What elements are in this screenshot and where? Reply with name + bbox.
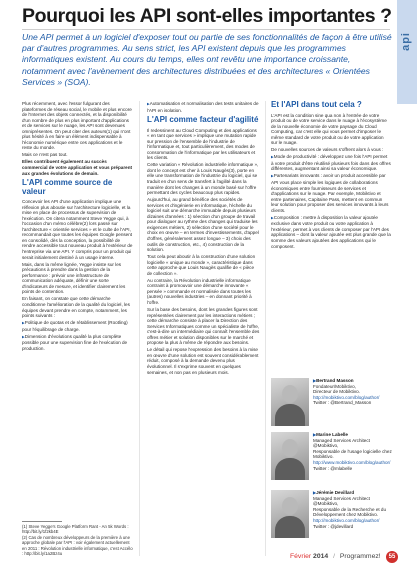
paragraph-strong: Elles contribuent également au succès commercial de votre application et vous préparent aux grandes évolutions de demain. <box>22 159 133 176</box>
author-twitter[interactable]: Twitter : @Bertrand_Masson <box>313 400 372 406</box>
paragraph: Aujourd'hui, au grand bénéfice des sociétés de services et d'ingénierie en informatique, l'échelle du logiciel suit une démarche immuable depuis plusieurs dizaines d'années : 1) séection d'un groupe de travail pour dialoguer au rythme des changes qui traduise les exigences métiers, 2) sélection d'une société pour le choix en œuvre – en termes d'investissements, d'appel d'offres, généralement assez longue – 3) choix des outils de construction, etc., 4) construction de la solution. <box>147 197 259 253</box>
footer-year: 2014 <box>313 553 329 560</box>
section-heading: L'API comme facteur d'agilité <box>147 115 259 125</box>
author-role: Responsable de la Recherche et du Développement chez Mobiktivo. <box>313 506 387 518</box>
footnote: (1) Steve Yegge's Google Platform Rant - An 5k Words : http://bit.ly/1f2kb4E <box>22 524 129 535</box>
footnotes <box>22 521 133 556</box>
bullet-item: ▶ Composition : mettre à disposition la valeur ajoutée exclusive dans votre produit ou votre application à l'extérieur, permet à vos clients de composer par l'API des applications – dont la valeur ajoutée est plus grande que la somme des valeurs ajoutées des applications qui le composent. <box>271 215 391 249</box>
bullet-item: ▶ Politique de quotas et de rétablissement (Rootling) pour l'équilibrage de charge. <box>22 320 133 332</box>
author-bio <box>271 432 395 484</box>
column-2 <box>147 101 260 377</box>
paragraph: Mais ce n'est pas tout. <box>22 152 68 158</box>
page-number-badge: 55 <box>386 551 398 563</box>
bullet-item: ▶ Mode de productivité : développez une fois l'API permet à votre produit d'être réutilisé plusieurs fois dans des offres différentes, augmentant ainsi sa valeur économique. <box>271 154 391 172</box>
author-role: @Mobiktivo, <box>313 501 339 507</box>
author-photo-head <box>282 385 298 403</box>
bullet-item: ▶ Partenariats innovants : avoir un produit accessible par API vous place simple les logiques de collaborations économiques entre fournisseurs de services et d'applications sur le nuage. Par exemple, Mobiktivo et entre partenaires, Capitaine Pass, mettent en commun leur solution pour proposer des services innovants à leurs clients. <box>271 173 391 213</box>
paragraph: Cette variation « Révolution industrielle informatique », dont le concept est cher à Louis Naugès(3), porte en elle une transformation de l'industrie du logiciel, qui se traduit en d'un sens de transfert à l'agilité dans la manière dont les changes à un monde basé sur l'offre permettant des cycles beaucoup plus rapides. <box>147 162 259 196</box>
page-footer <box>290 553 381 560</box>
author-twitter[interactable]: Twitter : @mlabelle <box>313 465 353 471</box>
author-role: Responsable de l'usage logicielle chez Mobiktivo. <box>313 448 392 460</box>
author-role: Managed Services Architect <box>313 437 370 443</box>
section-tab-label: api <box>400 32 412 51</box>
author-role: Directeur de Mobiktivo. <box>313 389 360 395</box>
author-photo-head <box>282 439 298 457</box>
author-link[interactable]: http://mobiktivo.com/blog/author/ <box>313 394 380 400</box>
title-divider <box>22 29 390 30</box>
paragraph: De nouvelles sources de valeurs s'offrent alors à vous : <box>271 147 384 153</box>
section-heading: L'API comme source de valeur <box>22 178 113 196</box>
footer-month: Février <box>290 553 312 560</box>
paragraph: En faisant, on constate que cette démarche conditionne l'amélioration de la qualité du logiciel, les équipes devant prendre en compte, notamment, les points suivants : <box>22 296 130 319</box>
footnote: (2) Cas de nombreux développeurs de la première à une approche globale par l'API : voir également actuellement en 2011 : Révolution industrielle informatique, c'est Accélo : http://bit.ly/1a2Bz4u <box>22 534 133 557</box>
author-photo <box>271 378 309 426</box>
author-bio <box>271 378 395 430</box>
author-role: @Mobiktivo, <box>313 443 339 449</box>
author-twitter[interactable]: Twitter : @jdevillard <box>313 523 354 529</box>
section-tab <box>397 0 417 104</box>
paragraph: Au contraire, la Révolution industrielle informatique contraint à promouvoir une démarche innovante « pensée » commande et normalisée dans toutes les (autres) nouvelles industries – en donnant priorité à l'offre. <box>147 277 252 305</box>
paragraph: Concevoir les API d'une application implique une réflexion plus aboutie sur l'architecture logicielle, et la mise en place de processus de supervision de l'exécution. On citera notamment Steve Yegge qui, à l'occasion d'un mémo célèbre(2) lors passé sur l'architecture « orientée services » et le culte de l'API, recommandait que toutes les équipes Google pensent en consolidé, dès la conception, la possibilité de rendre accessible tout nouveau produit à l'extérieur de l'entreprise via une API. Y compris pour un produit qui serait initialement destiné à un usage interne. <box>22 199 133 260</box>
author-link[interactable]: http://www.mobiktivo.com/blog/author/ <box>313 459 391 465</box>
author-photo-head <box>282 497 298 515</box>
section-heading: Et l'API dans tout cela ? <box>271 100 362 109</box>
footer-separator: / <box>333 553 335 560</box>
author-photo <box>271 490 309 538</box>
paragraph: Plus récemment, avec l'essor fulgurant des plateformes de réseau social, le mobile et plus encore de l'Internet des objets connectés, et la disponibilité d'un nombre de plus en plus important d'applications et de services sur le nuage, les API sont devenues omniprésentes. On peut citer des auteurs(1) qui n'ont plus hésité à en faire un élément indispensable à l'économie numérique entre ces applications et le reste du monde. <box>22 101 132 151</box>
author-name: ▶ Bertrand Masson <box>313 378 395 384</box>
author-role: Managed Services Architect <box>313 495 370 501</box>
bullet-item: ▶ Automatisation et normalisation des tests unitaires de l'API en isolation. <box>147 101 260 113</box>
author-bio <box>271 490 395 542</box>
footnote-divider <box>22 521 62 522</box>
author-role: Fondateur/Mobiktivo, <box>313 383 356 389</box>
author-photo <box>271 432 309 480</box>
paragraph: Sur la base des besoins, dont les grandes figures sont représentées clairement par les interactions métiers ; cette démarche consiste à placer la Direction des Services Informatiques comme un spécialiste de l'offre, c'est-à-dire un intermédiaire qui connaît l'ensemble des offres métier et solution disponibles sur le marché et propose la plus à même de répondre aux besoins. <box>147 307 260 346</box>
article-intro: Une API permet à un logiciel d'exposer tout ou partie de ses fonctionnalités de façon à être utilisé par d'autres programmes. Au sens strict, les API existent depuis que les programmes informatiques existent. Au cours du temps, elles ont revêtu une importance croissante, notamment avec l'avènement des architectures distribuées et des architectures « Orientées Services » (SOA). <box>22 32 392 87</box>
author-name: ▶ Marine Labelle <box>313 432 395 438</box>
paragraph: Il redessinent au Cloud Computing et des applications « en tant que services » implique une mutation rapide sur pression de l'ensemble de l'industrie de l'informatique et, tout particulièrement, des modes de consommation de l'informatique par les utilisateurs et les clients. <box>147 127 257 161</box>
bullet-item: ▶ Dimension d'évolutions qualité la plus complète possible pour une supervision fine de l'exécution de production. <box>22 334 133 352</box>
author-link[interactable]: http://mobiktivo.com/blog/author/ <box>313 517 380 523</box>
column-1 <box>22 101 133 353</box>
footer-magazine: Programmez! <box>339 553 381 560</box>
column-3 <box>271 101 391 251</box>
author-photo-body <box>275 404 305 426</box>
paragraph: L'API est la condition sine qua non à l'entrée de votre produit ou de votre service dans le nuage à l'écosystème de la nouvelle économie de votre paysage du Cloud Computing, car c'est elle qui vous permet d'imposer le même standard de votre produit ou de votre application sur le nuage. <box>271 112 387 146</box>
author-photo-body <box>275 516 305 538</box>
author-photo-body <box>275 458 305 480</box>
paragraph: Tout cela peut aboutir à la construction d'une solution logicielle « unique au monde », caractéristique dans cette approche que Louis Naugès qualifie de « pièce de collection ». <box>147 254 256 276</box>
paragraph: Le détail qui repose l'expression des besoins à la mise en œuvre d'une solution est souvent considérablement réduit, composé à la demande devenu plus évolutionnel. Il s'exprime souvent en quelques semaines, et non pas en plusieurs mois. <box>147 347 259 375</box>
article-title: Pourquoi les API sont-elles importantes ? <box>22 5 392 27</box>
author-name: ▶ Jérémie Devillard <box>313 490 395 496</box>
column-divider <box>139 101 140 556</box>
column-divider <box>265 101 266 556</box>
paragraph: Mais, dans la même lignée, Yegge insiste sur les précautions à prendre dans la gestion de la performance : prévoir une infrastructure de communication adéquate, définir une sorte d'indicateurs de mesure, et identifier clairement les points de contention. <box>22 261 126 295</box>
